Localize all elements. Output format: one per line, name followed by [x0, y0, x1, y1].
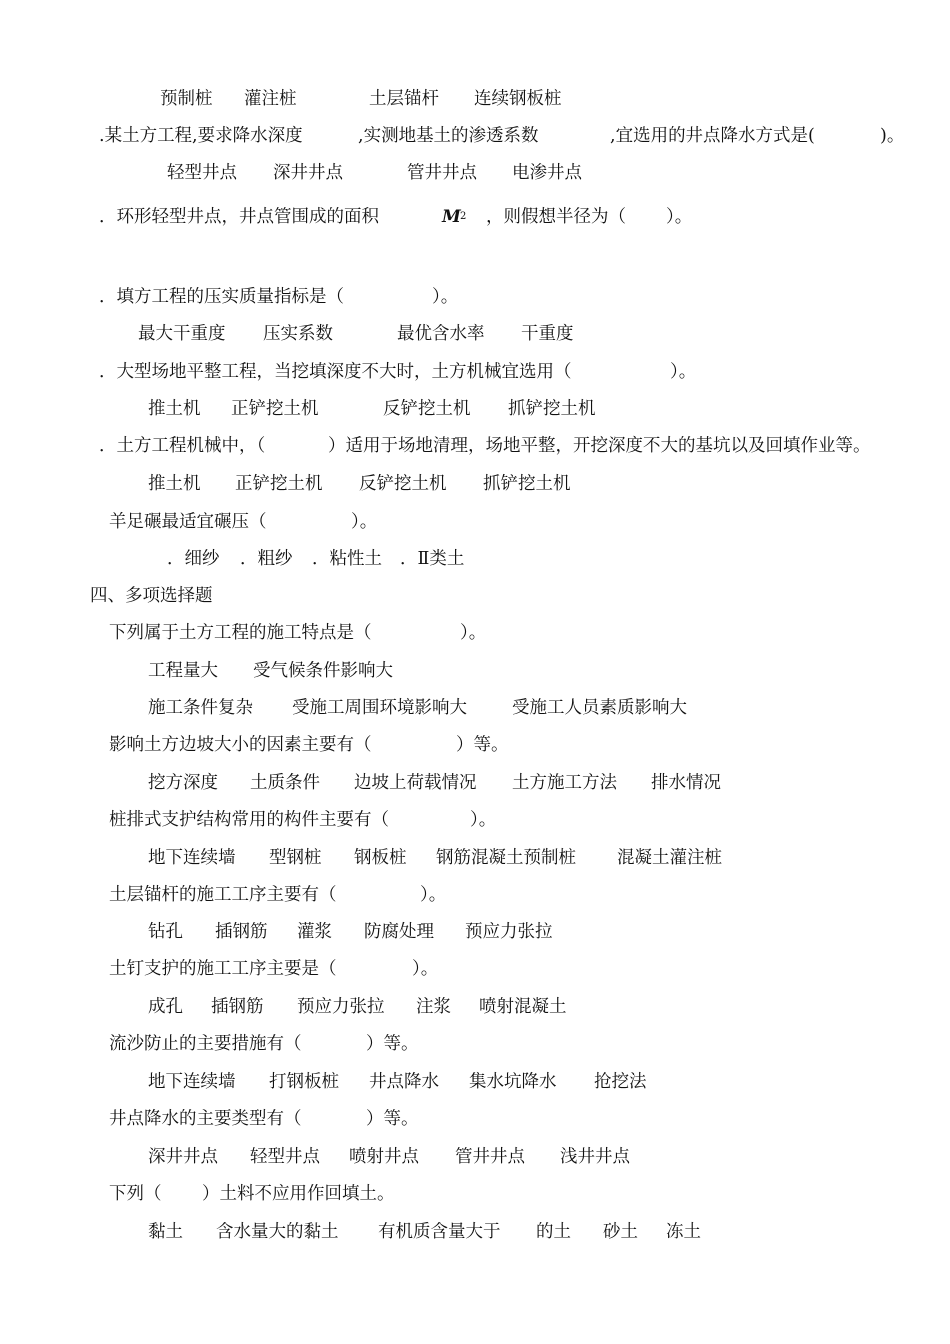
text-segment: 2	[460, 211, 467, 222]
text-segment: 有机质含量大于	[378, 1222, 501, 1242]
text-segment: 工程量大	[148, 661, 218, 681]
text-segment: ）适用于场地清理，场地平整，开挖深度不大的基坑以及回填作业等。	[328, 436, 871, 456]
text-segment: 桩排式支护结构常用的构件主要有（	[109, 810, 389, 830]
text-segment: 推土机	[148, 474, 201, 494]
text-segment: ．环形轻型井点，井点管围成的面积	[99, 207, 379, 227]
text-segment: 施工条件复杂	[148, 698, 253, 718]
text-segment: 地下连续墙	[148, 1072, 236, 1092]
text-segment: ．Ⅱ类土	[400, 549, 465, 569]
text-segment: 土质条件	[250, 773, 320, 793]
text-segment: 防腐处理	[364, 922, 434, 942]
text-segment: 钢板桩	[354, 848, 407, 868]
text-segment: 挖方深度	[148, 773, 218, 793]
text-segment: 喷射井点	[349, 1147, 419, 1167]
text-segment: )。	[880, 126, 905, 146]
text-segment: ，则假想半径为（	[486, 207, 626, 227]
text-segment: 土层锚杆	[369, 89, 439, 109]
text-segment: 土层锚杆的施工工序主要有（	[109, 885, 337, 905]
text-segment: 管井井点	[407, 163, 477, 183]
text-segment: 抢挖法	[594, 1072, 647, 1092]
text-segment: 插钢筋	[211, 997, 264, 1017]
text-segment: 排水情况	[651, 773, 721, 793]
text-segment: ．细纱	[167, 549, 220, 569]
text-segment: 土钉支护的施工工序主要是（	[109, 959, 337, 979]
text-segment: 影响土方边坡大小的因素主要有（	[109, 735, 372, 755]
text-segment: 四、多项选择题	[90, 586, 213, 606]
text-segment: 深井井点	[273, 163, 343, 183]
text-segment: 最大干重度	[138, 324, 226, 344]
text-segment: ）。	[470, 810, 497, 830]
text-segment: ,宜选用的井点降水方式是(	[610, 126, 815, 146]
text-segment: 注浆	[416, 997, 451, 1017]
text-segment: 下列属于土方工程的施工特点是（	[109, 623, 372, 643]
text-segment: ）等。	[366, 1034, 419, 1054]
text-segment: 受施工周围环境影响大	[292, 698, 467, 718]
text-segment: 井点降水	[369, 1072, 439, 1092]
text-segment: ）。	[670, 362, 697, 382]
text-segment: 混凝土灌注桩	[617, 848, 722, 868]
text-segment: 连续钢板桩	[474, 89, 562, 109]
text-segment: ．粘性土	[312, 549, 382, 569]
text-segment: 受气候条件影响大	[253, 661, 393, 681]
text-segment: 预应力张拉	[465, 922, 553, 942]
text-segment: 的土	[536, 1222, 571, 1242]
text-segment: ．粗纱	[240, 549, 293, 569]
text-segment: 黏土	[148, 1222, 183, 1242]
text-segment: 推土机	[148, 399, 201, 419]
text-segment: 型钢桩	[269, 848, 322, 868]
text-segment: 受施工人员素质影响大	[512, 698, 687, 718]
text-segment: 干重度	[521, 324, 574, 344]
text-segment: 深井井点	[148, 1147, 218, 1167]
text-segment: ）。	[666, 207, 693, 227]
text-segment: ）。	[420, 885, 447, 905]
text-segment: 冻土	[666, 1222, 701, 1242]
text-segment: 流沙防止的主要措施有（	[109, 1034, 302, 1054]
text-segment: 抓铲挖土机	[483, 474, 571, 494]
text-segment: ,实测地基土的渗透系数	[358, 126, 539, 146]
text-segment: 预应力张拉	[297, 997, 385, 1017]
text-segment: 正铲挖土机	[231, 399, 319, 419]
text-segment: ）。	[432, 287, 459, 307]
text-segment: 土方施工方法	[512, 773, 617, 793]
text-segment: 打钢板桩	[269, 1072, 339, 1092]
text-segment: 灌注桩	[244, 89, 297, 109]
text-segment: 含水量大的黏土	[216, 1222, 339, 1242]
text-segment: 钻孔	[148, 922, 183, 942]
text-segment: 插钢筋	[215, 922, 268, 942]
text-segment: 羊足碾最适宜碾压（	[109, 512, 267, 532]
text-segment: 集水坑降水	[469, 1072, 557, 1092]
text-segment: 下列（	[109, 1184, 162, 1204]
text-segment: 钢筋混凝土预制桩	[436, 848, 576, 868]
text-segment: 预制桩	[160, 89, 213, 109]
text-segment: 轻型井点	[167, 163, 237, 183]
text-segment: .某土方工程,要求降水深度	[99, 126, 303, 146]
text-segment: 浅井井点	[560, 1147, 630, 1167]
text-segment: ．土方工程机械中，（	[99, 436, 266, 456]
text-segment: ）。	[412, 959, 439, 979]
text-segment: 正铲挖土机	[235, 474, 323, 494]
text-segment: 电渗井点	[512, 163, 582, 183]
text-segment: 井点降水的主要类型有（	[109, 1109, 302, 1129]
text-segment: 最优含水率	[397, 324, 485, 344]
text-segment: ）。	[351, 512, 378, 532]
text-segment: 地下连续墙	[148, 848, 236, 868]
text-segment: 反铲挖土机	[383, 399, 471, 419]
text-segment: 管井井点	[455, 1147, 525, 1167]
text-segment: ）等。	[366, 1109, 419, 1129]
text-segment: 轻型井点	[250, 1147, 320, 1167]
text-segment: 喷射混凝土	[479, 997, 567, 1017]
text-segment: 反铲挖土机	[359, 474, 447, 494]
text-segment: 灌浆	[297, 922, 332, 942]
text-segment: ．填方工程的压实质量指标是（	[99, 287, 344, 307]
text-segment: M	[442, 207, 461, 227]
text-segment: 成孔	[148, 997, 183, 1017]
text-segment: 砂土	[603, 1222, 638, 1242]
text-segment: ．大型场地平整工程，当挖填深度不大时，土方机械宜选用（	[99, 362, 572, 382]
text-segment: 抓铲挖土机	[508, 399, 596, 419]
text-segment: ）。	[460, 623, 487, 643]
text-segment: 边坡上荷载情况	[354, 773, 477, 793]
text-segment: ）土料不应用作回填土。	[202, 1184, 395, 1204]
text-segment: ）等。	[456, 735, 509, 755]
text-segment: 压实系数	[263, 324, 333, 344]
